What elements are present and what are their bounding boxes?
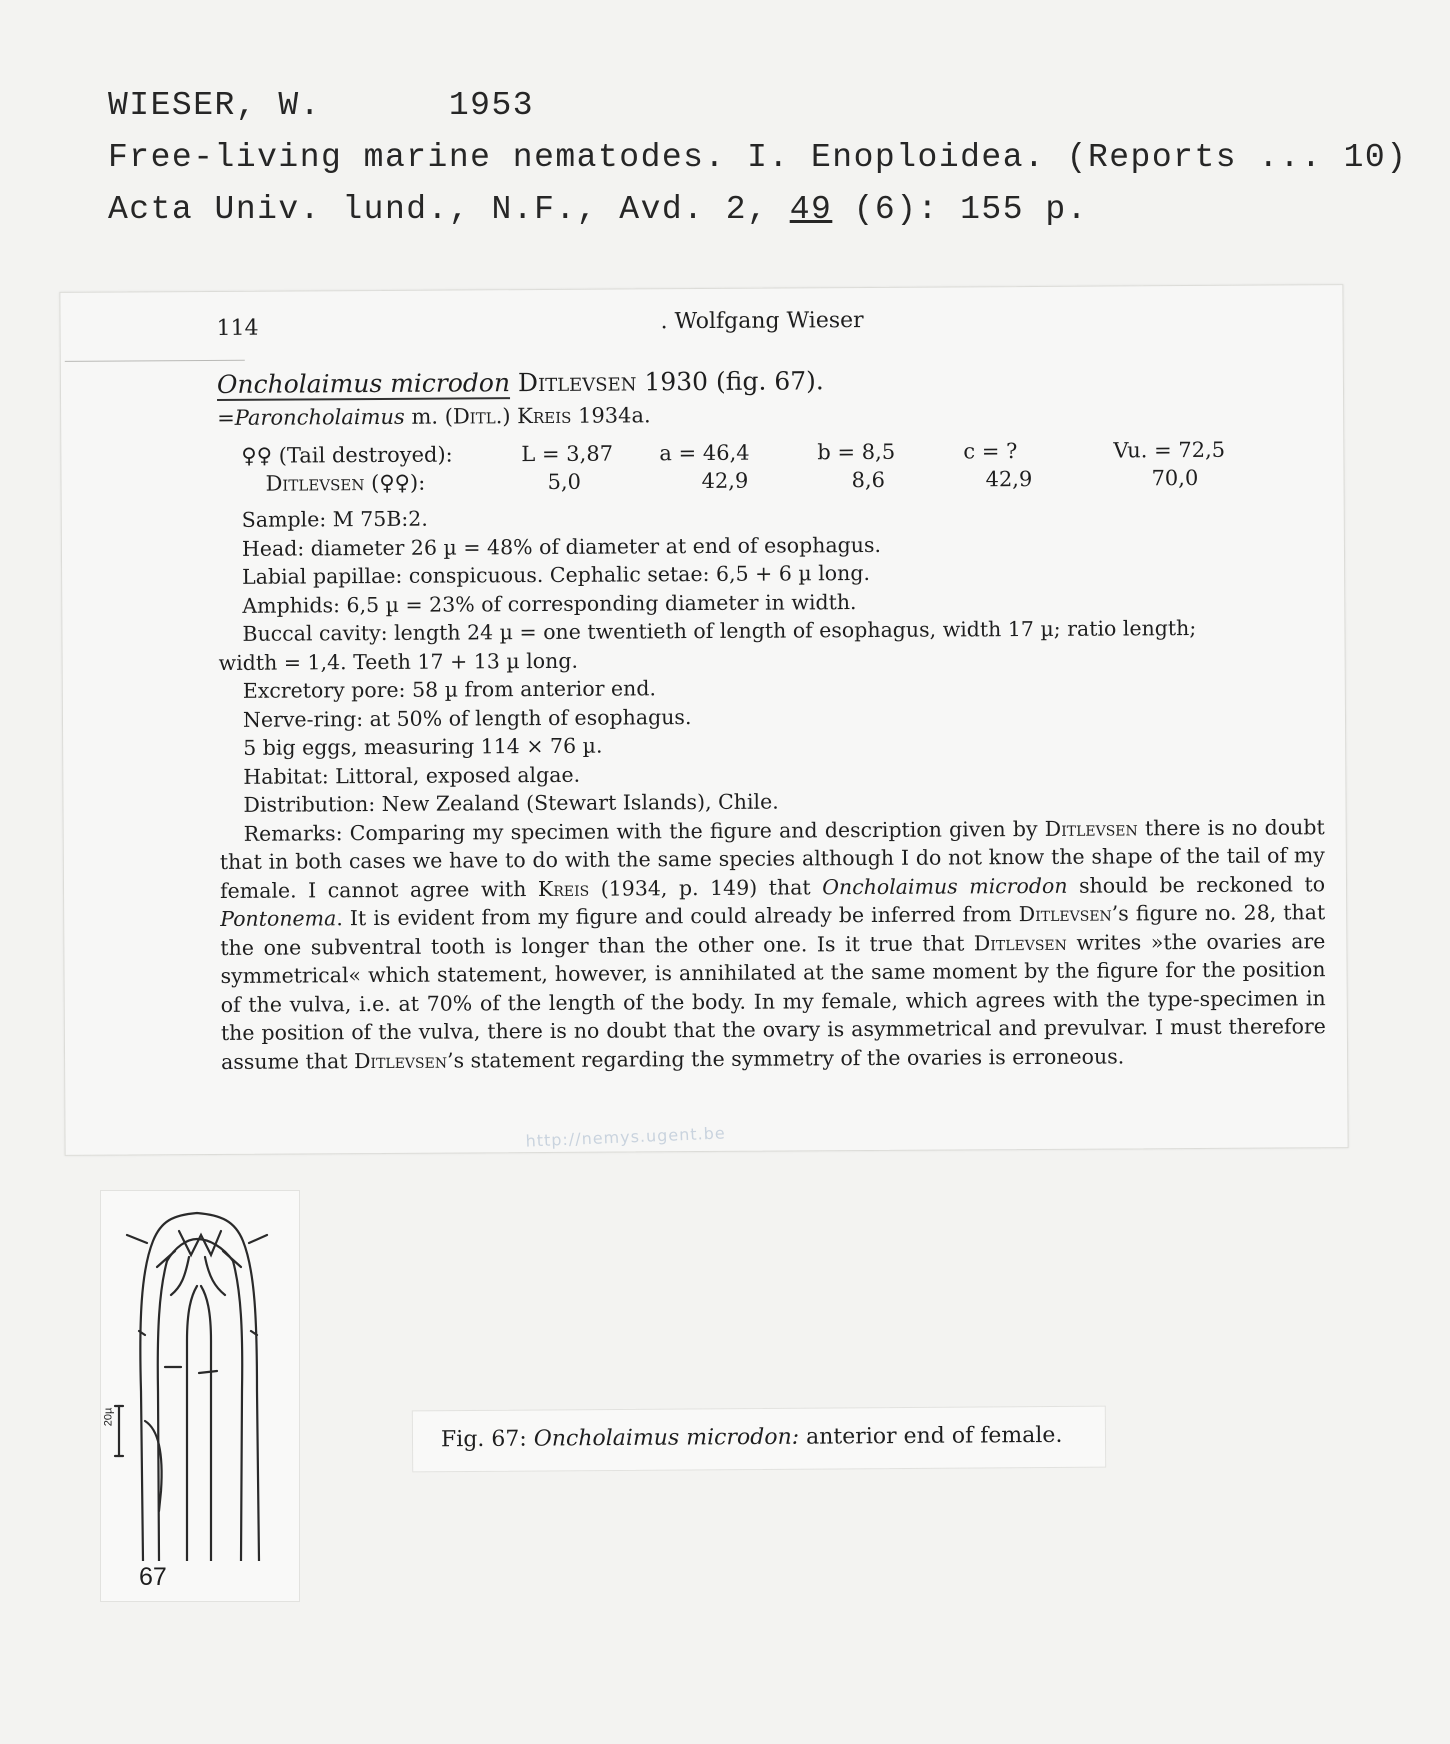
figure-caption-box (412, 1406, 1106, 1473)
figure-caption: Fig. 67: Oncholaimus microdon: anterior end of female. (440, 1422, 1063, 1453)
page-clipping (59, 284, 1348, 1156)
page-number: 114 (216, 315, 259, 341)
measure-a: a = 46,4 (659, 440, 750, 466)
figure-box (100, 1190, 300, 1602)
description-text (218, 499, 1326, 1076)
citation-line-1 (108, 80, 1408, 132)
remarks-paragraph: Remarks: Comparing my specimen with the figure and description given by Ditlevsen there is no doubt that in both cases we have to do with the same species although I do not know the shape of the tail of my female. I cannot agree with Kreis (1934, p. 149) that Oncholaimus microdon should be reckoned to Pontonema. It is evident from my figure and could already be inferred from Ditlevsen’s figure no. 28, that the one subventral tooth is longer than the other one. Is it true that Ditlevsen writes »the ovaries are symmetrical« which statement, however, is annihilated at the same moment by the figure for the position of the vulva, i.e. at 70% of the length of the body. In my female, which agrees with the type-specimen in the position of the vulva, there is no doubt that the ovary is asymmetrical and prevulvar. I must therefore assume that Ditlevsen’s statement regarding the symmetry of the ovaries is erroneous. (219, 814, 1326, 1074)
measure-c: 42,9 (985, 466, 1033, 492)
excretory-line: Excretory pore: 58 µ from anterior end. (242, 676, 657, 703)
labial-line: Labial papillae: conspicuous. Cephalic setae: 6,5 + 6 µ long. (242, 560, 871, 589)
distribution-line: Distribution: New Zealand (Stewart Islands), Chile. (243, 789, 779, 817)
measurement-row-ditlevsen (265, 465, 1325, 499)
citation-title: Free-living marine nematodes. I. Enoploidea. (Reports ... 10) (108, 139, 1408, 176)
species-name: Oncholaimus microdon (216, 368, 511, 399)
figure-number: 67 (139, 1563, 167, 1591)
buccal-line: Buccal cavity: length 24 µ = one twentieth of length of esophagus, width 17 µ; ratio length; (242, 615, 1197, 646)
measure-a: 42,9 (701, 468, 749, 494)
head-line: Head: diameter 26 µ = 48% of diameter at end of esophagus. (241, 532, 882, 561)
citation-volume: 49 (789, 191, 833, 228)
measure-label: ♀♀ (Tail destroyed): (241, 442, 453, 468)
measure-vu: 70,0 (1151, 465, 1199, 491)
citation-year: 1953 (448, 87, 535, 124)
nematode-drawing (101, 1191, 299, 1561)
measure-c: c = ? (963, 439, 1018, 464)
habitat-line: Habitat: Littoral, exposed algae. (243, 762, 581, 789)
cut-line (65, 360, 245, 362)
citation-author: WIESER, W. (108, 87, 322, 124)
nerve-ring-line: Nerve-ring: at 50% of length of esophagus. (242, 704, 692, 732)
amphids-line: Amphids: 6,5 µ = 23% of corresponding diameter in width. (242, 589, 857, 618)
measure-b: 8,6 (851, 467, 886, 493)
measure-label: Ditlevsen (♀♀): (265, 470, 426, 496)
watermark: http://nemys.ugent.be (525, 1123, 726, 1151)
measure-L: L = 3,87 (521, 441, 614, 467)
measure-L: 5,0 (547, 469, 582, 494)
sample-line: Sample: M 75B:2. (241, 506, 428, 532)
species-year-fig: 1930 (fig. 67). (644, 366, 824, 397)
species-author: Ditlevsen (517, 367, 637, 398)
measure-vu: Vu. = 72,5 (1113, 437, 1226, 463)
index-card-header (108, 80, 1408, 236)
scale-bar-label: 20µ (102, 1407, 115, 1427)
synonym-genus: Paroncholaimus (234, 404, 405, 430)
eggs-line: 5 big eggs, measuring 114 × 76 µ. (243, 733, 603, 760)
running-head: . Wolfgang Wieser (660, 308, 864, 335)
citation-journal: Acta Univ. lund., N.F., Avd. 2, 49 (6): 155 p. (108, 191, 1088, 228)
synonym-line: =Paroncholaimus m. (Ditl.) Kreis 1934a. (217, 403, 651, 430)
buccal-line-cont: width = 1,4. Teeth 17 + 13 µ long. (218, 648, 579, 675)
measure-b: b = 8,5 (817, 439, 896, 465)
species-heading (217, 366, 824, 399)
